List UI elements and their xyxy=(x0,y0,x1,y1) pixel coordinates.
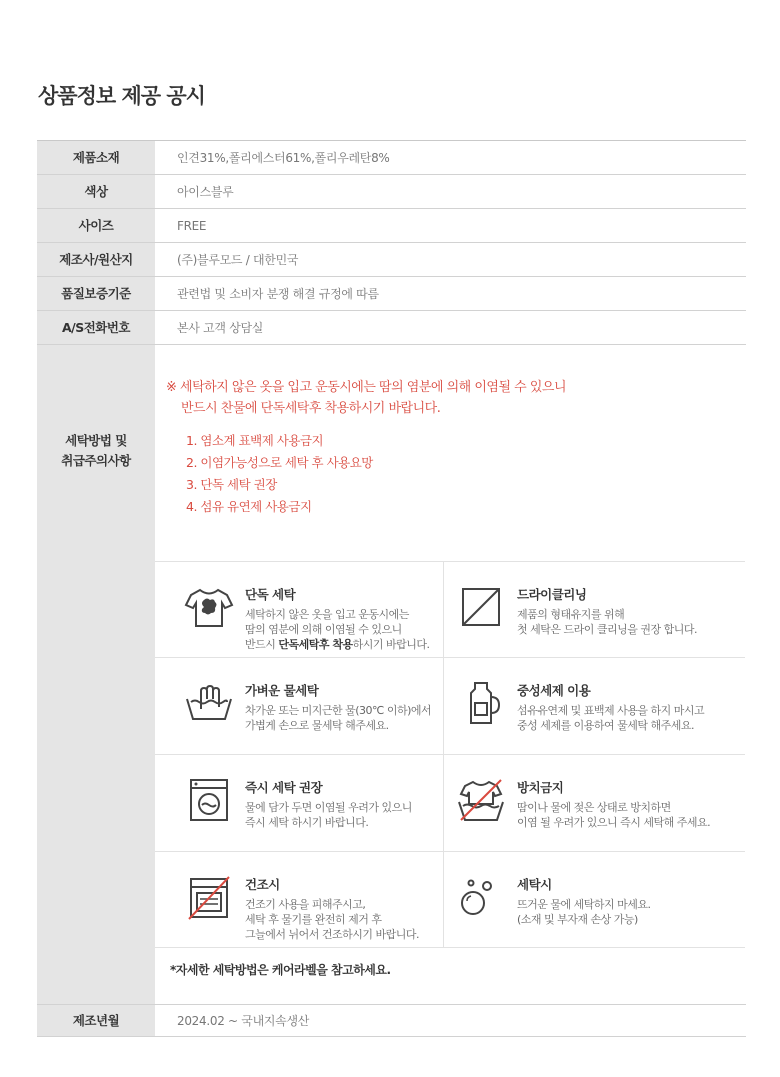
row-value: 관련법 및 소비자 분쟁 해결 규정에 따름 xyxy=(177,287,379,301)
bubbles-icon xyxy=(455,871,507,923)
detergent-bottle-icon xyxy=(455,677,507,729)
care-item-drying xyxy=(155,851,442,947)
table-row-color xyxy=(37,175,746,209)
care-item-no-leaving xyxy=(443,754,730,850)
care-item-desc: 제품의 형태유지를 위해 첫 세탁은 드라이 클리닝을 권장 합니다. xyxy=(517,608,697,636)
row-label: 제조사/원산지 xyxy=(37,243,155,276)
care-item-title: 중성세제 이용 xyxy=(517,683,591,698)
care-item-title: 건조시 xyxy=(245,877,280,892)
desc-text: 하시기 바랍니다. xyxy=(352,638,430,651)
care-item-desc: 뜨거운 물에 세탁하지 마세요. (소재 및 부자재 손상 가능) xyxy=(517,898,651,926)
row-value: 2024.02 ~ 국내지속생산 xyxy=(177,1014,310,1028)
care-label-line1: 세탁방법 및 xyxy=(65,433,127,448)
row-label: 사이즈 xyxy=(37,209,155,242)
care-item-hand-wash xyxy=(155,657,442,753)
care-label-line2: 취급주의사항 xyxy=(61,453,131,468)
care-item-desc xyxy=(245,607,429,652)
care-content xyxy=(155,345,746,1004)
row-value: 아이스블루 xyxy=(177,185,234,199)
care-warning xyxy=(166,377,566,419)
care-label-note: *자세한 세탁방법은 케어라벨을 참고하세요. xyxy=(170,963,391,977)
care-item-desc: 물에 담가 두면 이염될 우려가 있으니 즉시 세탁 하시기 바랍니다. xyxy=(245,801,412,829)
care-item-washing xyxy=(443,851,730,947)
no-tumble-dry-icon xyxy=(183,871,235,923)
no-soak-icon xyxy=(455,774,507,826)
care-item-solo-wash xyxy=(155,561,442,657)
row-value: 인견31%,폴리에스터61%,폴리우레탄8% xyxy=(177,151,390,165)
row-label: 제품소재 xyxy=(37,141,155,174)
table-row-care xyxy=(37,345,746,1005)
table-row-material xyxy=(37,141,746,175)
product-info-table xyxy=(37,140,746,1037)
row-value: FREE xyxy=(177,218,207,233)
dry-clean-icon xyxy=(455,581,507,633)
care-item-title: 드라이클리닝 xyxy=(517,587,587,602)
care-item-dry-clean xyxy=(443,561,730,657)
care-item-desc: 땀이나 물에 젖은 상태로 방치하면 이염 될 우려가 있으니 즉시 세탁해 주세요. xyxy=(517,801,711,829)
row-label: 제조년월 xyxy=(37,1005,155,1036)
table-row-size xyxy=(37,209,746,243)
list-item: 2. 이염가능성으로 세탁 후 사용요망 xyxy=(186,455,373,470)
row-label: A/S전화번호 xyxy=(37,311,155,344)
row-value: 본사 고객 상담실 xyxy=(177,321,264,335)
care-item-title: 단독 세탁 xyxy=(245,587,296,602)
tshirt-stain-icon xyxy=(183,581,235,633)
row-label: 품질보증기준 xyxy=(37,277,155,310)
warning-line1: ※ 세탁하지 않은 옷을 입고 운동시에는 땀의 염분에 의해 이염될 수 있으니 xyxy=(166,380,567,395)
care-item-neutral-detergent xyxy=(443,657,730,753)
care-item-title: 방치금지 xyxy=(517,780,564,795)
care-item-immediate-wash xyxy=(155,754,442,850)
list-item: 4. 섬유 유연제 사용금지 xyxy=(186,499,312,514)
desc-bold: 단독세탁후 착용 xyxy=(278,638,353,651)
care-item-title: 세탁시 xyxy=(517,877,552,892)
warning-line2: 반드시 찬물에 단독세탁후 착용하시기 바랍니다. xyxy=(181,401,441,416)
table-row-quality xyxy=(37,277,746,311)
row-label: 색상 xyxy=(37,175,155,208)
care-item-desc: 차가운 또는 미지근한 물(30℃ 이하)에서 가볍게 손으로 물세탁 해주세요. xyxy=(245,704,432,732)
care-item-title: 가벼운 물세탁 xyxy=(245,683,319,698)
hand-wash-icon xyxy=(183,677,235,729)
care-item-title: 즉시 세탁 권장 xyxy=(245,780,323,795)
desc-text: 세탁하지 않은 옷을 입고 운동시에는 땀의 염분에 의해 이염될 수 있으니 반드시 xyxy=(245,608,409,651)
list-item: 1. 염소계 표백제 사용금지 xyxy=(186,433,324,448)
care-label xyxy=(37,345,155,1004)
table-row-as-phone xyxy=(37,311,746,345)
table-row-manufacturer xyxy=(37,243,746,277)
washing-machine-icon xyxy=(183,774,235,826)
page-title: 상품정보 제공 공시 xyxy=(38,84,205,108)
table-row-manufacture-date xyxy=(37,1005,746,1037)
list-item: 3. 단독 세탁 권장 xyxy=(186,477,277,492)
care-item-desc: 섬유유연제 및 표백제 사용을 하지 마시고 중성 세제를 이용하여 물세탁 해주세요. xyxy=(517,704,705,732)
care-list xyxy=(186,430,373,518)
care-item-desc: 건조기 사용을 피해주시고, 세탁 후 물기를 완전히 제거 후 그늘에서 뉘어서 건조하시기 바랍니다. xyxy=(245,898,420,941)
divider xyxy=(155,947,745,948)
row-value: (주)블루모드 / 대한민국 xyxy=(177,253,299,267)
